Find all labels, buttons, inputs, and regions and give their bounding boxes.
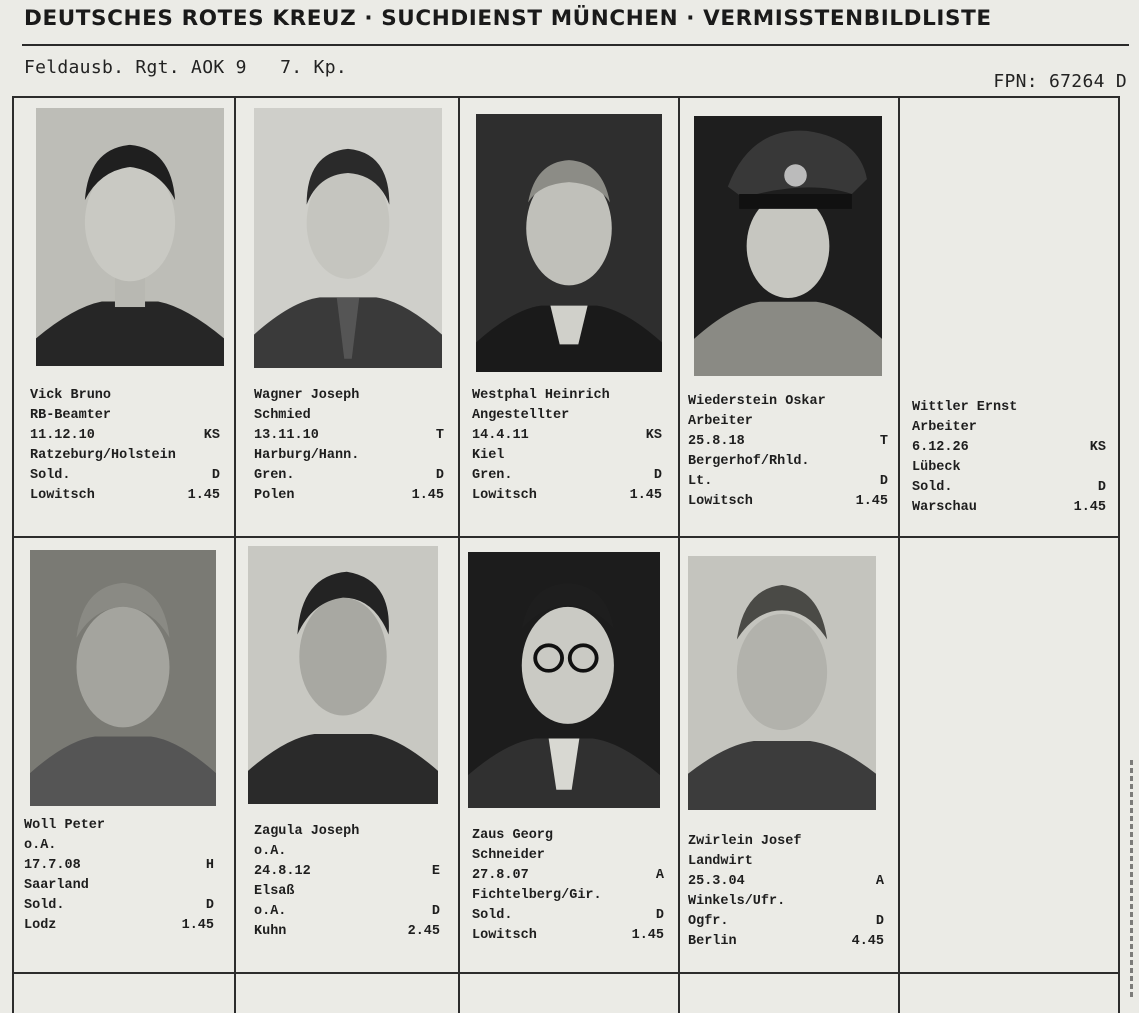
person-rank: Sold.: [912, 480, 953, 495]
person-code: KS: [1089, 440, 1106, 455]
portrait-photo: [688, 556, 876, 810]
unit-designation: Feldausb. Rgt. AOK 9 7. Kp.: [24, 57, 347, 78]
person-code: T: [879, 434, 888, 449]
header-rule: [22, 44, 1129, 46]
person-status: D: [653, 468, 662, 483]
person-name: Woll Peter: [24, 818, 106, 833]
person-rank: Gren.: [254, 468, 295, 483]
person-card: [678, 96, 898, 536]
person-date: 1.45: [187, 488, 220, 503]
person-date: 1.45: [631, 928, 664, 943]
grid-line: [1118, 96, 1120, 1013]
person-name: Westphal Heinrich: [472, 388, 610, 403]
field-post-number: FPN: 67264 D: [993, 71, 1127, 92]
person-birthplace: Lübeck: [912, 460, 961, 475]
person-last-seen: Lowitsch: [472, 488, 537, 503]
person-code: A: [655, 868, 664, 883]
person-code: KS: [203, 428, 220, 443]
person-occupation: Schneider: [472, 848, 545, 863]
person-birthplace: Ratzeburg/Holstein: [30, 448, 176, 463]
person-code: T: [435, 428, 444, 443]
person-status: D: [1097, 480, 1106, 495]
person-rank: Sold.: [472, 908, 513, 923]
person-status: D: [435, 468, 444, 483]
person-birth-date: 6.12.26: [912, 440, 969, 455]
person-rank: Sold.: [30, 468, 71, 483]
person-status: D: [205, 898, 214, 913]
grid-line: [12, 972, 1120, 974]
person-status: D: [875, 914, 884, 929]
missing-persons-grid: [12, 96, 1120, 1013]
person-card: [458, 96, 678, 536]
portrait-photo: [694, 116, 882, 376]
person-birthplace: Bergerhof/Rhld.: [688, 454, 810, 469]
person-name: Wittler Ernst: [912, 400, 1018, 415]
person-status: D: [655, 908, 664, 923]
person-rank: Gren.: [472, 468, 513, 483]
person-birth-date: 25.3.04: [688, 874, 745, 889]
person-birth-date: 27.8.07: [472, 868, 529, 883]
person-rank: o.A.: [254, 904, 287, 919]
person-status: D: [211, 468, 220, 483]
person-last-seen: Berlin: [688, 934, 737, 949]
person-code: E: [431, 864, 440, 879]
person-birthplace: Saarland: [24, 878, 89, 893]
person-rank: Sold.: [24, 898, 65, 913]
person-occupation: Schmied: [254, 408, 311, 423]
person-card: [678, 536, 898, 972]
person-status: D: [879, 474, 888, 489]
person-last-seen: Warschau: [912, 500, 977, 515]
person-date: 1.45: [411, 488, 444, 503]
person-occupation: RB-Beamter: [30, 408, 112, 423]
person-occupation: Arbeiter: [912, 420, 977, 435]
person-name: Wiederstein Oskar: [688, 394, 826, 409]
person-card: [234, 536, 458, 972]
person-birthplace: Kiel: [472, 448, 505, 463]
person-birth-date: 25.8.18: [688, 434, 745, 449]
person-birth-date: 11.12.10: [30, 428, 95, 443]
person-code: KS: [645, 428, 662, 443]
page-title: DEUTSCHES ROTES KREUZ · SUCHDIENST MÜNCHEN · VERMISSTENBILDLISTE: [24, 6, 992, 31]
person-card: [12, 536, 234, 972]
person-birth-date: 17.7.08: [24, 858, 81, 873]
person-rank: Ogfr.: [688, 914, 729, 929]
person-last-seen: Lowitsch: [30, 488, 95, 503]
portrait-photo: [248, 546, 438, 804]
person-status: D: [431, 904, 440, 919]
person-card: [234, 96, 458, 536]
empty-card: [898, 536, 1118, 972]
person-occupation: Angestellter: [472, 408, 570, 423]
person-code: A: [875, 874, 884, 889]
person-code: H: [205, 858, 214, 873]
person-date: 4.45: [851, 934, 884, 949]
person-birthplace: Winkels/Ufr.: [688, 894, 786, 909]
person-date: 1.45: [855, 494, 888, 509]
person-rank: Lt.: [688, 474, 713, 489]
person-birthplace: Fichtelberg/Gir.: [472, 888, 602, 903]
margin-imprint: [1127, 760, 1137, 1010]
person-birth-date: 13.11.10: [254, 428, 319, 443]
person-date: 1.45: [629, 488, 662, 503]
portrait-photo: [36, 108, 224, 366]
person-name: Zaus Georg: [472, 828, 554, 843]
person-occupation: o.A.: [254, 844, 287, 859]
portrait-photo: [468, 552, 660, 808]
person-birthplace: Elsaß: [254, 884, 295, 899]
person-name: Zwirlein Josef: [688, 834, 802, 849]
person-last-seen: Lowitsch: [688, 494, 753, 509]
person-name: Wagner Joseph: [254, 388, 360, 403]
person-date: 1.45: [1073, 500, 1106, 515]
person-birth-date: 24.8.12: [254, 864, 311, 879]
person-card: [12, 96, 234, 536]
person-occupation: Arbeiter: [688, 414, 753, 429]
portrait-photo: [30, 550, 216, 806]
person-date: 1.45: [181, 918, 214, 933]
person-card: [898, 96, 1118, 536]
person-card: [458, 536, 678, 972]
person-last-seen: Lodz: [24, 918, 57, 933]
person-last-seen: Kuhn: [254, 924, 287, 939]
person-date: 2.45: [407, 924, 440, 939]
person-occupation: Landwirt: [688, 854, 753, 869]
person-occupation: o.A.: [24, 838, 57, 853]
person-last-seen: Polen: [254, 488, 295, 503]
person-birth-date: 14.4.11: [472, 428, 529, 443]
person-birthplace: Harburg/Hann.: [254, 448, 360, 463]
person-last-seen: Lowitsch: [472, 928, 537, 943]
person-name: Zagula Joseph: [254, 824, 360, 839]
portrait-photo: [476, 114, 662, 372]
portrait-photo: [254, 108, 442, 368]
person-name: Vick Bruno: [30, 388, 112, 403]
